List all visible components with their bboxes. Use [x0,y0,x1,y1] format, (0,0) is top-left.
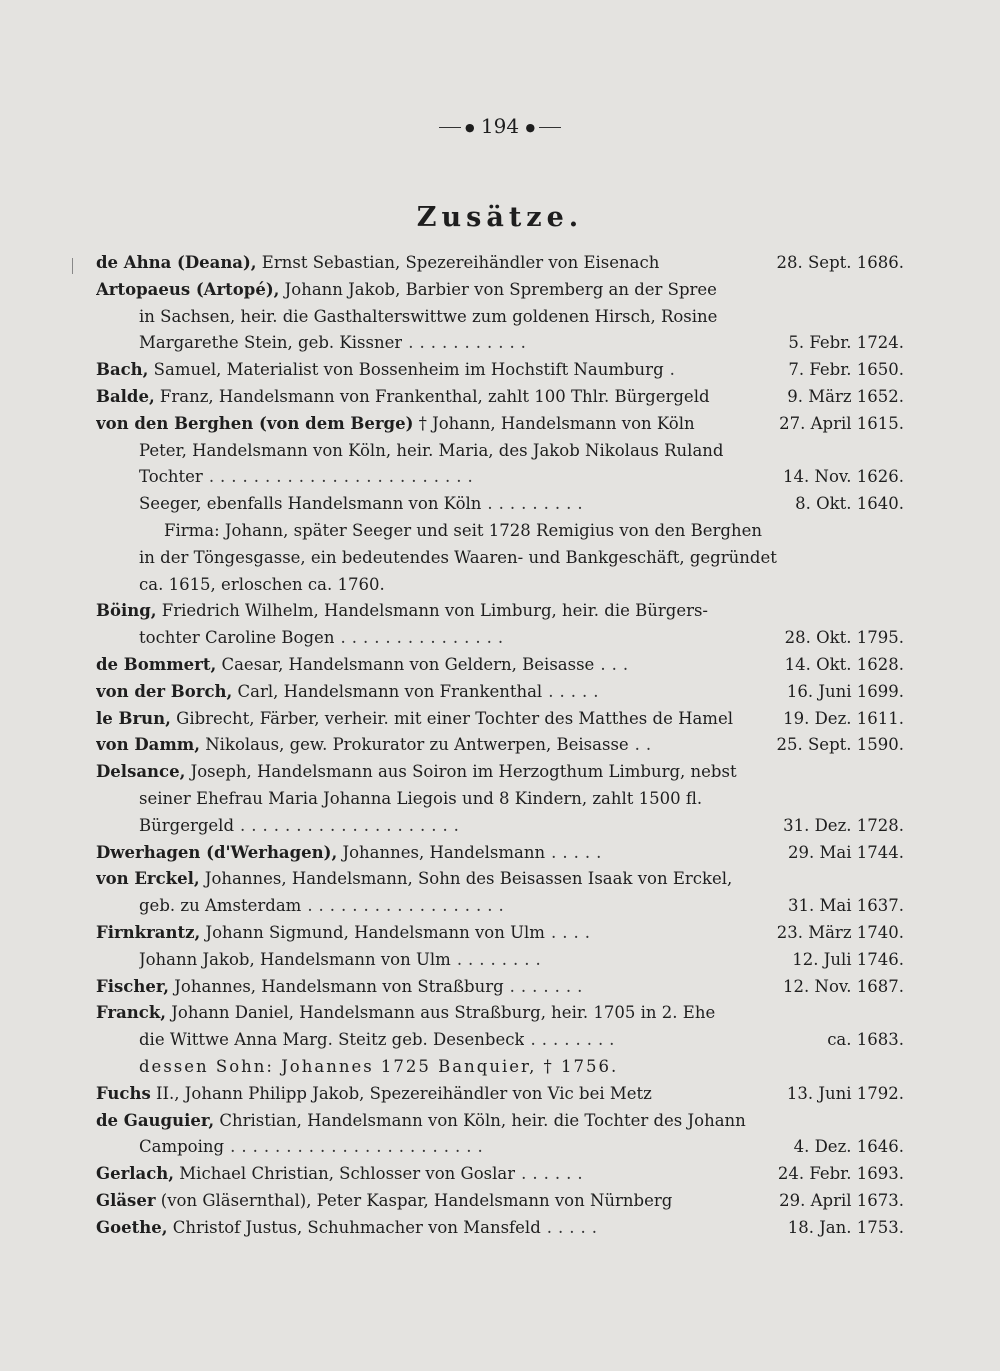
entry-text: II., Johann Philipp Jakob, Spezereihändler von Vic bei Metz [150,1083,652,1103]
entry-text: tochter Caroline Bogen [139,628,335,648]
dot-leader: ........................ [208,467,479,487]
entry-text: Ernst Sebastian, Spezereihändler von Eisenach [256,253,660,272]
dot-leader: ... [600,654,635,674]
entry-text: Carl, Handelsmann von Frankenthal [232,681,543,701]
dot-leader: ....................... [230,1137,489,1157]
entry-name: de Ahna (Deana), [96,253,257,272]
entry-line [96,1054,904,1081]
entry-line [96,706,904,733]
entry-name: Fuchs [96,1083,151,1103]
entry-text: Johann Sigmund, Handelsmann von Ulm [200,922,545,942]
entry-text: Caesar, Handelsmann von Geldern, Beisasse [216,654,595,674]
entry-text: in Sachsen, heir. die Gasthalterswittwe zum goldenen Hirsch, Rosine [139,306,718,326]
entry-text: Bürgergeld [139,815,235,835]
entry-line [96,491,904,518]
entry-text: Johannes, Handelsmann, Sohn des Beisassen Isaak von Erckel, [199,869,733,889]
entry-line [96,464,904,491]
entry-date: 8. Okt. 1640. [795,494,904,514]
entry-text: Campoing [139,1137,225,1157]
entry-name: Gläser [96,1190,156,1210]
entry-name: le Brun, [96,708,171,728]
entry-date: 14. Nov. 1626. [783,467,904,487]
entry-text: ca. 1615, erloschen ca. 1760. [139,574,385,594]
entry-date: ca. 1683. [827,1030,904,1050]
entry-line [96,598,904,625]
dot-leader: .. [634,735,658,755]
entry-line [96,1000,904,1027]
entry-text: die Wittwe Anna Marg. Steitz geb. Desenbeck [139,1030,525,1050]
entry-text: Nikolaus, gew. Prokurator zu Antwerpen, Beisasse [200,735,629,755]
dot-leader: .................. [307,896,510,916]
entry-line [96,866,904,893]
entry-date: 23. März 1740. [776,922,904,942]
entry-name: de Bommert, [96,654,217,674]
entry-date: 29. Mai 1744. [788,842,904,862]
dot-leader: .................... [240,815,465,835]
entry-line [96,1188,904,1215]
entry-line [96,518,904,545]
ornament-dot-right: ● [525,121,536,134]
entry-line [96,357,904,384]
entry-line [96,1161,904,1188]
entry-date: 31. Mai 1637. [788,896,904,916]
entry-date: 24. Febr. 1693. [777,1164,904,1184]
entry-name: Fischer, [96,976,170,996]
ornament-dash-left [439,127,461,128]
dot-leader: . [669,360,681,380]
dot-leader: ............... [340,628,510,648]
entry-name: Artopaeus (Artopé), [96,279,280,299]
page-number [0,114,1000,138]
entry-text: Peter, Handelsmann von Köln, heir. Maria, des Jakob Nikolaus Ruland [139,440,724,460]
entry-date: 4. Dez. 1646. [793,1137,904,1157]
entry-text: Johannes, Handelsmann [337,842,546,862]
entry-line [96,840,904,867]
entry-line [96,759,904,786]
entry-date: 9. März 1652. [787,386,904,406]
entry-line [96,652,904,679]
entry-line [96,330,904,357]
entry-name: de Gauguier, [96,1110,215,1130]
entry-line [96,1134,904,1161]
dot-leader: .... [550,922,596,942]
entry-date: 7. Febr. 1650. [788,360,904,380]
entry-text: Friedrich Wilhelm, Handelsmann von Limburg, heir. die Bürgers- [156,601,709,621]
dot-leader: ..... [548,681,605,701]
entry-name: von der Borch, [96,681,233,701]
entry-text: Seeger, ebenfalls Handelsmann von Köln [139,494,482,514]
entry-name: Delsance, [96,762,186,782]
entry-name: Goethe, [96,1217,168,1237]
entry-text: (von Gläsernthal), Peter Kaspar, Handelsmann von Nürnberg [155,1190,673,1210]
entry-date: 27. April 1615. [779,413,904,433]
entry-name: von Damm, [96,735,200,755]
entry-text: Gibrecht, Färber, verheir. mit einer Tochter des Matthes de Hamel [170,708,733,728]
entry-date: 13. Juni 1792. [786,1083,904,1103]
entry-name: Böing, [96,601,157,621]
entry-name: Franck, [96,1003,167,1023]
entry-date: 29. April 1673. [779,1190,904,1210]
entry-name: Bach, [96,360,149,380]
entry-text: Firma: Johann, später Seeger und seit 1728 Remigius von den Berghen [164,520,762,540]
entry-text: Tochter [139,467,203,487]
entry-date: 16. Juni 1699. [786,681,904,701]
margin-mark [72,258,73,274]
dot-leader: ...... [521,1164,589,1184]
entry-date: 28. Sept. 1686. [776,253,904,272]
entry-line [96,679,904,706]
entry-text: dessen Sohn: Johannes 1725 Banquier, † 1756. [139,1056,619,1076]
entry-name: von den Berghen (von dem Berge) [96,413,414,433]
entry-line [96,920,904,947]
dot-leader: ......... [487,494,589,514]
entry-text: † Johann, Handelsmann von Köln [413,413,695,433]
entry-line [96,947,904,974]
entry-date: 31. Dez. 1728. [783,815,904,835]
entry-name: Dwerhagen (d'Werhagen), [96,842,338,862]
entry-date: 28. Okt. 1795. [784,628,904,648]
entry-name: von Erckel, [96,869,200,889]
dot-leader: ........ [530,1030,621,1050]
entry-text: Johannes, Handelsmann von Straßburg [169,976,504,996]
entry-date: 14. Okt. 1628. [784,654,904,674]
dot-leader: ....... [509,976,589,996]
section-heading: Zusätze. [416,202,584,233]
entry-name: Balde, [96,386,155,406]
entry-line [96,1108,904,1135]
entry-text: Franz, Handelsmann von Frankenthal, zahlt 100 Thlr. Bürgergeld [154,386,710,406]
entry-line [96,438,904,465]
entry-text: Christof Justus, Schuhmacher von Mansfeld [167,1217,541,1237]
entry-text: Samuel, Materialist von Bossenheim im Hochstift Naumburg [148,360,664,380]
entry-name: Gerlach, [96,1164,175,1184]
entry-name: Firnkrantz, [96,922,201,942]
entry-date: 18. Jan. 1753. [787,1217,904,1237]
entry-text: geb. zu Amsterdam [139,896,302,916]
entry-line [96,1027,904,1054]
dot-leader: ........ [456,949,547,969]
entry-date: 25. Sept. 1590. [776,735,904,755]
entry-date: 5. Febr. 1724. [788,333,904,353]
entry-line [96,813,904,840]
ornament-dash-right [539,127,561,128]
page-number-text: 194 [480,114,520,138]
entry-text: Joseph, Handelsmann aus Soiron im Herzogthum Limburg, nebst [185,762,737,782]
entry-text: Johann Jakob, Handelsmann von Ulm [139,949,451,969]
entry-line [96,411,904,438]
entry-text: Johann Daniel, Handelsmann aus Straßburg, heir. 1705 in 2. Ehe [166,1003,716,1023]
entry-line [96,304,904,331]
entry-line [96,893,904,920]
entry-text: Johann Jakob, Barbier von Spremberg an der Spree [279,279,717,299]
entry-line [96,732,904,759]
entry-text: Christian, Handelsmann von Köln, heir. die Tochter des Johann [214,1110,746,1130]
entry-line [96,625,904,652]
dot-leader: ..... [546,1217,604,1237]
entry-line [96,1215,904,1242]
entry-line [96,1081,904,1108]
entry-text: Michael Christian, Schlosser von Goslar [174,1164,516,1184]
entry-line [96,250,904,277]
entry-line [96,384,904,411]
entry-line [96,974,904,1001]
entry-text: Margarethe Stein, geb. Kissner [139,333,403,353]
entry-line [96,545,904,572]
entry-date: 12. Nov. 1687. [783,976,904,996]
dot-leader: ........... [408,333,532,353]
entry-line [96,572,904,599]
ornament-dot-left: ● [464,121,475,134]
entry-date: 12. Juli 1746. [792,949,904,969]
entry-line [96,786,904,813]
dot-leader: ..... [551,842,608,862]
entry-date: 19. Dez. 1611. [783,708,904,728]
entry-line [96,277,904,304]
entry-text: seiner Ehefrau Maria Johanna Liegois und 8 Kindern, zahlt 1500 fl. [139,788,703,808]
entry-text: in der Töngesgasse, ein bedeutendes Waaren- und Bankgeschäft, gegründet [139,547,777,567]
entry-list [96,250,904,1241]
